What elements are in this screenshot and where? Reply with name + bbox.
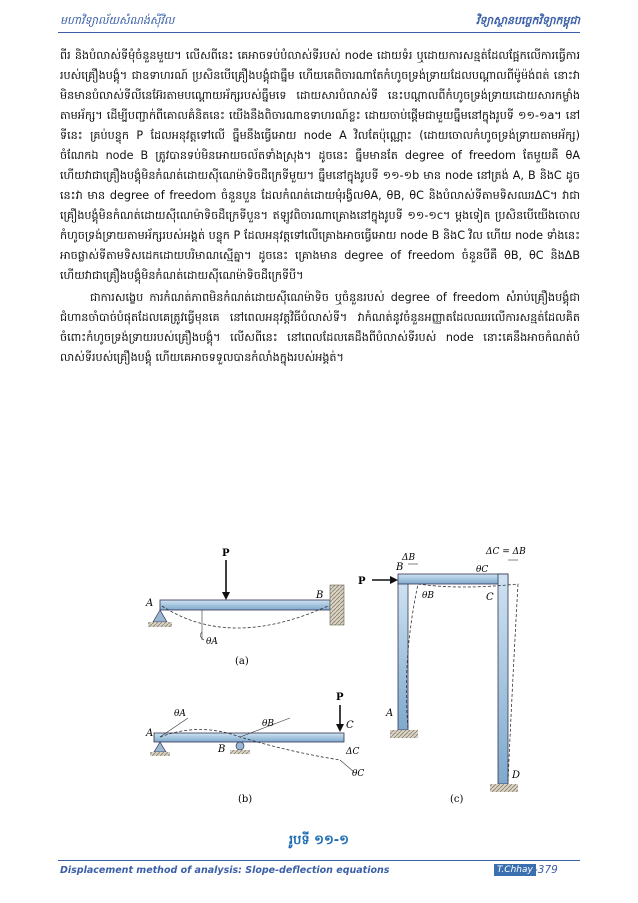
theta-b-label-b: θB — [262, 719, 275, 729]
pin-support-a-b — [154, 742, 166, 752]
paragraph-2: ជាការសង្ខេប ការកំណត់ភាពមិនកំណត់ដោយស៊ីណេម៉ាទិច ឬចំនួនរបស់ degree of freedom សំរាប់គ្រឿងបង្គុំជាជំហានចាំបាច់បំផុតដែលគេត្រូវធ្វើមុនគេ នៅពេលអនុវត្តវិធីបំលាស់ទី។ វាកំណត់នូវចំនួនអញ្ញាតដែលឈរលើការសន្មត់ដែលគិតចំពោះកំហូចទ្រង់ទ្រាយរបស់គ្រឿងបង្គុំ។ លើសពីនេះ នៅពេលដែលគេដឹងពីបំលាស់ទីរបស់ node នោះគេនឹងអាចកំណត់បំលាស់ទីរបស់គ្រឿងបង្គុំ ហើយគេអាចទទួលបានកំលាំងក្នុងរបស់អង្គត់។ — [60, 291, 580, 364]
node-a-label-b: A — [146, 728, 154, 739]
node-c-label-b: C — [346, 720, 354, 731]
column-cd — [498, 574, 508, 784]
panel-c-label: (c) — [450, 794, 464, 805]
delta-c-label-b: ΔC — [346, 747, 360, 757]
node-b-label-b: B — [218, 744, 226, 755]
figure-svg — [140, 540, 580, 830]
node-a-label-c: A — [386, 708, 394, 719]
roller-support-b — [236, 742, 244, 750]
delta-b-label: ΔB — [402, 553, 416, 563]
ground-a — [148, 622, 172, 627]
fixed-wall-b — [330, 585, 344, 625]
node-b-label-c: B — [396, 562, 404, 573]
theta-a-label-b: θA — [174, 709, 186, 719]
footer-rule — [58, 860, 580, 861]
paragraph-1: ពីរ និងបំលាស់ទីមុំចំនួនមួយ។ លើសពីនេះ គេអាចទប់បំលាស់ទីរបស់ node ដោយទំរ ឬដោយការសន្មត់ដែលផ្អែកលើការធ្វើការរបស់គ្រឿងបង្គុំ។ ជាឧទាហរណ៍ ប្រសិនបើគ្រឿងបង្គុំជាធ្នឹម ហើយគេពិចារណាតែកំហូចទ្រង់ទ្រាយដែលបណ្តាលពីម៉ូម៉ង់ពត់ នោះវាមិនមានបំលាស់ទីលីនេអ៊ែរតាមបណ្តោយអ័ក្សរបស់ធ្នឹមទេ ដោយសារបំលាស់ទី នេះបណ្តាលពីកំហូចទ្រង់ទ្រាយដោយសារកម្លាំងតាមអ័ក្ស។ ដើម្បីបញ្ជាក់ពីគោលគំនិតនេះ យើងនឹងពិចារណាឧទាហរណ៍ខ្លះ ដោយចាប់ផ្តើមជាមួយធ្នឹមនៅក្នុងរូបទី ១១-១a។ នៅទីនេះ គ្រប់បន្ទុក P ដែលអនុវត្តទៅលើ ធ្នឹមនឹងធ្វើអោយ node A វិលតែប៉ុណ្ណោះ (ដោយចោលកំហូចទ្រង់ទ្រាយតាមអ័ក្ស) ចំណែកឯ node B ត្រូវបានទប់មិនអោយចល័តទាំងស្រុង។ ដូចនេះ ធ្នឹមមានតែ degree of freedom តែមួយគឺ θA ហើយវាជាគ្រឿងបង្គុំមិនកំណត់ដោយស៊ីណេម៉ាទិចដឺក្រេទីមួយ។ ធ្នឹមនៅក្នុងរូបទី ១១-១b មាន node នៅត្រង់ A, B និងC ដូចនេះវា មាន degree of freedom ចំនួនបួន ដែលកំណត់ដោយមុំរង្វិលθA, θB, θC និងបំលាស់ទីតាមទិសឈរΔC។ វាជាគ្រឿងបង្គុំមិនកំណត់ដោយស៊ីណេម៉ាទិចដឺក្រេទីបួន។ ឥឡូវពិចារណាគ្រោងនៅក្នុងរូបទី ១១-១c។ ម្តងទៀត ប្រសិនបើយើងចោលកំហូចទ្រង់ទ្រាយតាមអ័ក្សរបស់អង្គត់ បន្ទុក P ដែលអនុវត្តទៅលើគ្រោងអាចធ្វើអោយ node B និងC វិល ហើយ node ទាំងនេះអាចផ្លាស់ទីតាមទិសដេកដោយបរិមាណស្មើគ្នា។ ដូចនេះ គ្រោងមាន degree of freedom ចំនួនបីគឺ θB, θC និងΔB ហើយវាជាគ្រឿងបង្គុំមិនកំណត់ដោយស៊ីណេម៉ាទិចដឺក្រេទីបី។ — [60, 49, 580, 282]
panel-a — [145, 548, 344, 667]
node-b-label: B — [316, 590, 324, 601]
pin-support-a — [153, 610, 167, 622]
panel-c — [358, 547, 526, 805]
header-faculty: មហាវិទ្យាល័យសំណង់ស៊ីវិល — [60, 14, 175, 27]
delta-c-eq-label: ΔC = ΔB — [486, 547, 526, 557]
footer-title: Displacement method of analysis: Slope-deflection equations — [60, 865, 390, 876]
theta-c-label-c: θC — [476, 565, 489, 575]
theta-c-label-b: θC — [352, 769, 365, 779]
panel-b — [145, 692, 364, 805]
node-c-label-c: C — [486, 592, 494, 603]
theta-a-label: θA — [206, 637, 218, 647]
node-d-label-c: D — [512, 770, 521, 781]
load-label-c: P — [358, 576, 366, 587]
beam-bc — [398, 574, 508, 584]
figure-caption: រូបទី ១១-១ — [288, 833, 350, 848]
theta-b-label-c: θB — [422, 591, 435, 601]
load-label-b: P — [336, 692, 344, 703]
header-institute: វិទ្យាស្ថានបច្ចេកវិទ្យាកម្ពុជា — [476, 14, 580, 27]
fixed-base-d — [490, 784, 518, 792]
load-label-a: P — [222, 548, 230, 559]
panel-b-label: (b) — [238, 794, 253, 805]
beam-a — [160, 600, 330, 610]
header-rule — [58, 32, 580, 33]
beam-b — [154, 733, 344, 742]
page-number: -379 — [534, 864, 558, 876]
figure-11-1 — [140, 540, 580, 830]
panel-a-label: (a) — [235, 656, 249, 667]
footer-author: T.Chhay — [494, 864, 536, 876]
body-text — [60, 46, 580, 368]
fixed-base-a — [390, 730, 418, 738]
node-a-label: A — [146, 598, 154, 609]
